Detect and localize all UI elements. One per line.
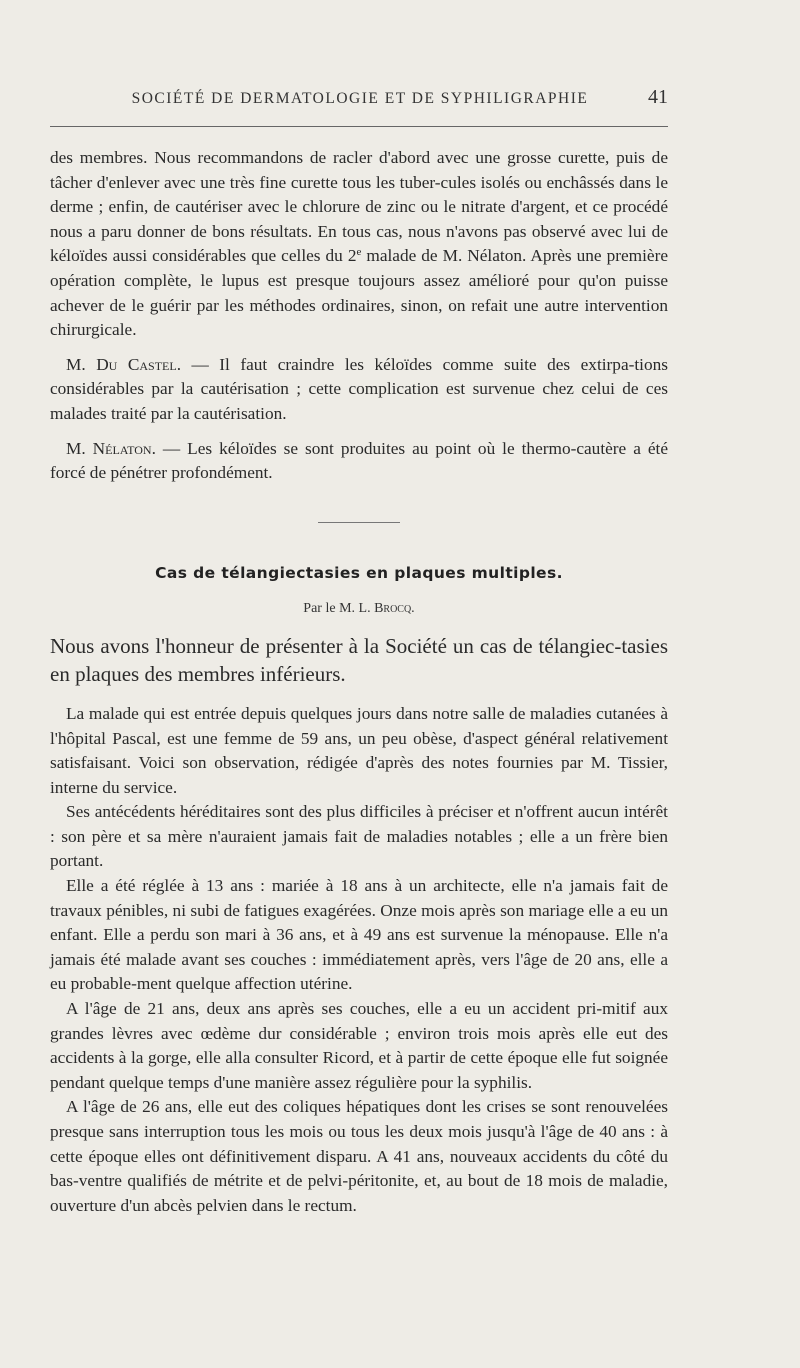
speaker-name: Nélaton. [92, 438, 156, 458]
paragraph-du-castel: M. Du Castel. — Il faut craindre les kéloïdes comme suite des extirpa-tions considérables par la cautérisation ; cette complication est survenue chez celui de ces malades traité par la cautérisation. [50, 354, 668, 423]
paragraph: Ses antécédents héréditaires sont des plus difficiles à préciser et n'offrent aucun intérêt : son père et sa mère n'auraient jamais fait de maladies notables ; elle a un frère bien portant. [50, 802, 668, 871]
header-divider [50, 126, 668, 127]
main-text [50, 146, 668, 1218]
running-title: SOCIÉTÉ DE DERMATOLOGIE ET DE SYPHILIGRAPHIE [131, 90, 589, 107]
author-name: Brocq. [374, 601, 415, 617]
article-title: Cas de télangiectasies en plaques multiples. [155, 563, 563, 582]
paragraph: A l'âge de 26 ans, elle eut des coliques hépatiques dont les crises se sont renouvelées presque sans interruption tous les mois ou tous les deux mois jusqu'à l'âge de 40 ans : à cette époque elles ont définitivement disparu. A 41 ans, nouveaux accidents du côté du bas-ventre qualifiés de métrite et de pelvi-péritonite, et, au bout de 18 mois de maladie, ouverture d'un abcès pelvien dans le rectum. [50, 1097, 668, 1215]
paragraph: La malade qui est entrée depuis quelques jours dans notre salle de maladies cutanées à l'hôpital Pascal, est une femme de 59 ans, un peu obèse, d'aspect général relativement satisfaisant. Voici son observation, rédigée d'après des notes fournies par M. Tissier, interne du service. [50, 703, 668, 797]
paragraph: Elle a été réglée à 13 ans : mariée à 18 ans à un architecte, elle n'a jamais fait de travaux pénibles, ni subi de fatigues exagérées. Onze mois après son mariage elle a eu un enfant. Elle a perdu son mari à 36 ans, et à 49 ans est survenue la ménopause. Elle n'a jamais été malade avant ses couches : immédiatement après, vers l'âge de 20 ans, elle a eu probable-ment quelque affection utérine. [50, 876, 668, 994]
lead-paragraph: Nous avons l'honneur de présenter à la Société un cas de télangiec-tasies en plaques des membres inférieurs. [50, 633, 668, 686]
paragraph: des membres. Nous recommandons de racler d'abord avec une grosse curette, puis de tâcher d'enlever avec une très fine curette tous les tuber-cules isolés ou enchâssés dans le derme ; enfin, de cautériser avec le chlorure de zinc ou le nitrate d'argent, et ce procédé nous a paru donner de bons résultats. En tous cas, nous n'avons pas observé avec lui de kéloïdes aussi considérables que celles du 2e malade de M. Nélaton. Après une première opération complète, le lupus est presque toujours assez amélioré pour qu'on puisse achever de le guérir par les méthodes ordinaires, sinon, on refait une autre intervention chirurgicale. [50, 148, 668, 340]
speaker-name: Du Castel. [96, 354, 182, 374]
section-divider [318, 522, 400, 523]
page-number: 41 [648, 86, 668, 108]
paragraph-nelaton: M. Nélaton. — Les kéloïdes se sont produites au point où le thermo-cautère a été forcé de pénétrer profondément. [50, 438, 668, 483]
article-byline: Par le M. L. Brocq. [303, 601, 415, 617]
paragraph: A l'âge de 21 ans, deux ans après ses couches, elle a eu un accident pri-mitif aux grandes lèvres avec œdème dur considérable ; environ trois mois après elle eut des accidents à la gorge, elle alla consulter Ricord, et à partir de cette époque elle fut soignée pendant quelque temps d'une manière assez régulière pour la syphilis. [50, 999, 668, 1092]
